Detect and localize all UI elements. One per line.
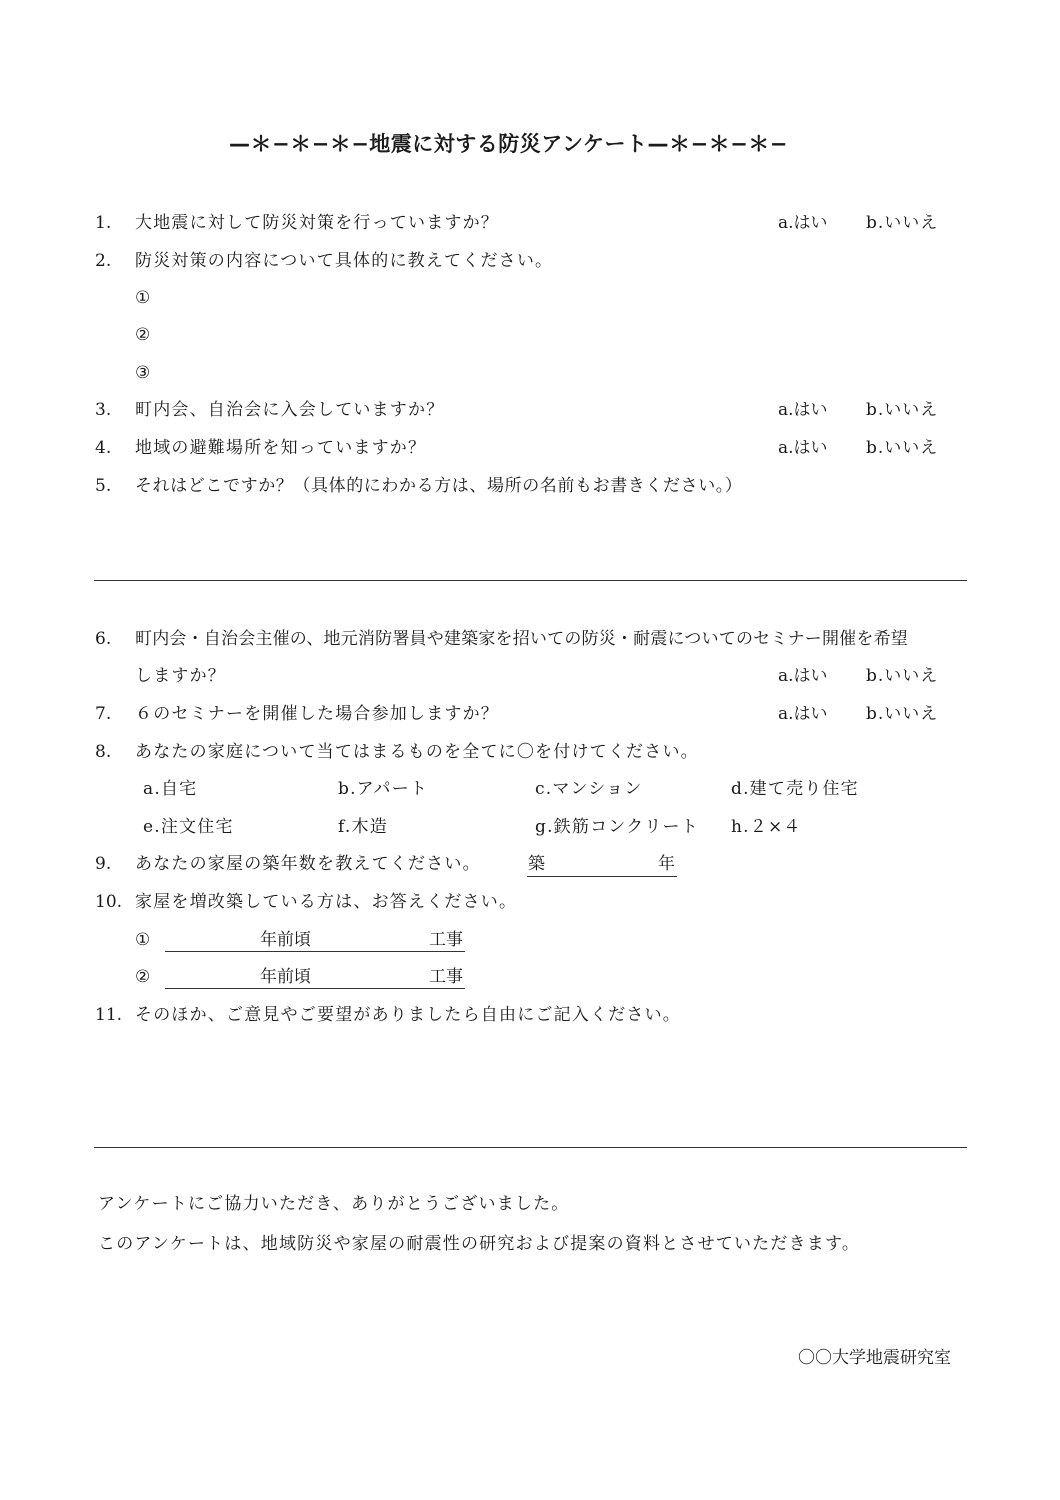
q7-answer-yes[interactable]: a.はい [778,704,828,724]
q9-number: 9. [95,854,112,874]
q6-text: 町内会・自治会主催の、地元消防署員や建築家を招いての防災・耐震についてのセミナー開催を希望 [135,629,908,649]
q3-number: 3. [95,400,112,420]
q1-answer-yes[interactable]: a.はい [778,213,828,233]
q10-row1-answer-line[interactable] [165,951,465,952]
q8-number: 8. [95,742,112,762]
q2-number: 2. [95,251,112,271]
q10-text: 家屋を増改築している方は、お答えください。 [135,892,518,912]
q1-answer-no[interactable]: b.いいえ [866,213,939,233]
q5-text: それはどこですか？（具体的にわかる方は、場所の名前もお書きください。） [135,476,743,496]
q11-text: そのほか、ご意見やご要望がありましたら自由にご記入ください。 [135,1005,681,1025]
q6-text-continued: しますか？ [135,666,226,686]
q2-mark-1: ① [135,288,152,308]
q8-text: あなたの家庭について当てはまるものを全てに〇を付けてください。 [135,742,699,762]
q9-text: あなたの家屋の築年数を教えてください。 [135,854,481,874]
q8-option-b[interactable]: b.アパート [338,779,429,799]
q2-text: 防災対策の内容について具体的に教えてください。 [135,251,554,271]
q2-mark-3: ③ [135,363,152,383]
q6-answer-no[interactable]: b.いいえ [866,666,939,686]
q4-text: 地域の避難場所を知っていますか？ [135,438,427,458]
q3-answer-yes[interactable]: a.はい [778,400,828,420]
q8-option-a[interactable]: a.自宅 [143,779,198,799]
q1-number: 1. [95,213,112,233]
q4-answer-no[interactable]: b.いいえ [866,438,939,458]
q10-number: 10. [95,892,123,912]
q8-option-d[interactable]: d.建て売り住宅 [731,779,859,799]
q8-option-c[interactable]: c.マンション [535,779,643,799]
q9-prefix: 築 [528,854,545,874]
closing-thanks: アンケートにご協力いただき、ありがとうございました。 [98,1194,570,1214]
q5-answer-line[interactable] [94,580,967,581]
q10-row1-mark: ① [135,930,152,950]
q8-option-h[interactable]: h.２×４ [731,817,802,837]
q10-row2-answer-line[interactable] [165,988,465,989]
q9-suffix: 年 [658,854,675,874]
q4-answer-yes[interactable]: a.はい [778,438,828,458]
q3-answer-no[interactable]: b.いいえ [866,400,939,420]
q5-number: 5. [95,476,112,496]
q10-row1-years: 年前頃 [260,930,311,950]
q10-row2-mark: ② [135,967,152,987]
q6-number: 6. [95,629,112,649]
q10-row1-work: 工事 [429,930,463,950]
q8-option-f[interactable]: f.木造 [338,817,388,837]
q7-text: ６のセミナーを開催した場合参加しますか？ [135,704,499,724]
signature: 〇〇大学地震研究室 [798,1348,951,1368]
q3-text: 町内会、自治会に入会していますか？ [135,400,445,420]
closing-purpose: このアンケートは、地域防災や家屋の耐震性の研究および提案の資料とさせていただきます。 [98,1234,861,1254]
q6-answer-yes[interactable]: a.はい [778,666,828,686]
q8-option-e[interactable]: e.注文住宅 [143,817,234,837]
q11-answer-line[interactable] [94,1147,967,1148]
q10-row2-work: 工事 [429,967,463,987]
q9-answer-line[interactable] [527,876,677,877]
q10-row2-years: 年前頃 [260,967,311,987]
q7-number: 7. [95,704,112,724]
q8-option-g[interactable]: g.鉄筋コンクリート [535,817,699,837]
q2-mark-2: ② [135,325,152,345]
page-title: —＊−＊−＊−地震に対する防災アンケート—＊−＊−＊− [229,132,788,156]
q11-number: 11. [95,1005,123,1025]
q7-answer-no[interactable]: b.いいえ [866,704,939,724]
q1-text: 大地震に対して防災対策を行っていますか？ [135,213,499,233]
q4-number: 4. [95,438,112,458]
